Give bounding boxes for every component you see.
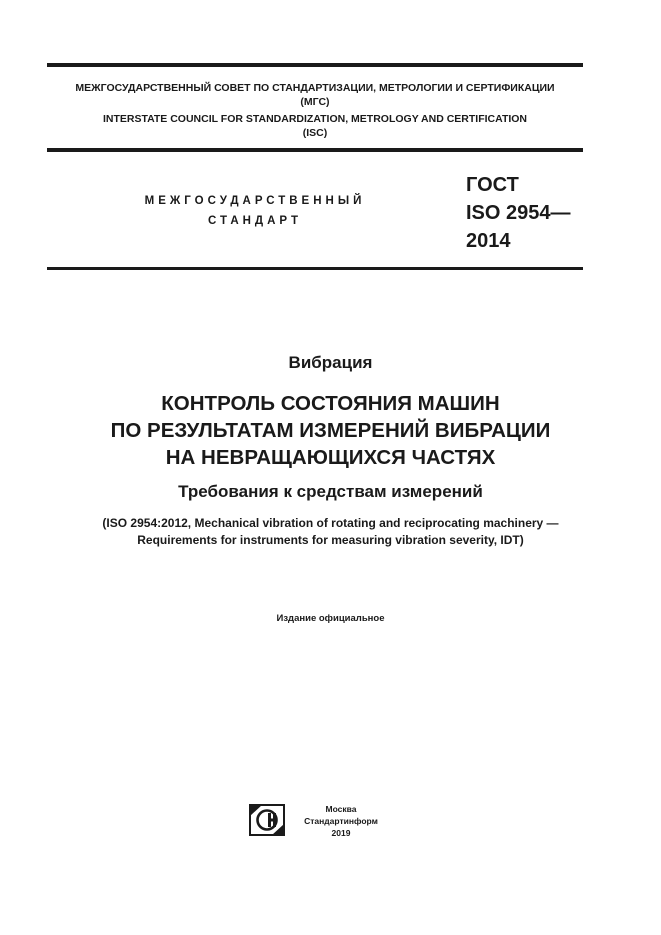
- subtitle: Требования к средствам измерений: [178, 482, 483, 501]
- publisher-imprint: [297, 803, 385, 839]
- designation-line1: ГОСТ: [466, 174, 519, 196]
- main-title-line3: НА НЕВРАЩАЮЩИХСЯ ЧАСТЯХ: [165, 446, 496, 469]
- publisher-name: Стандартинформ: [304, 816, 378, 826]
- main-title-line2: ПО РЕЗУЛЬТАТАМ ИЗМЕРЕНИЙ ВИБРАЦИИ: [110, 419, 551, 442]
- designation: [466, 171, 571, 255]
- council-en-name: INTERSTATE COUNCIL FOR STANDARDIZATION, METROLOGY AND CERTIFICATION: [102, 113, 528, 125]
- council-ru: [47, 81, 583, 109]
- iso-reference-line2: Requirements for instruments for measuring vibration severity, IDT): [137, 533, 524, 547]
- council-ru-abbr: (МГС): [300, 96, 330, 108]
- standard-type-line2: СТАНДАРТ: [208, 215, 302, 227]
- standartinform-logo-icon: [249, 804, 285, 836]
- council-ru-name: МЕЖГОСУДАРСТВЕННЫЙ СОВЕТ ПО СТАНДАРТИЗАЦИИ, МЕТРОЛОГИИ И СЕРТИФИКАЦИИ: [75, 82, 555, 94]
- top-rule: [47, 63, 583, 67]
- bottom-rule: [47, 267, 583, 270]
- designation-line2: ISO 2954—: [466, 202, 571, 224]
- council-en-abbr: (ISC): [302, 127, 328, 139]
- edition-label: Издание официальное: [276, 613, 385, 624]
- council-en: [47, 112, 583, 140]
- iso-reference-line1: (ISO 2954:2012, Mechanical vibration of rotating and reciprocating machinery —: [102, 516, 559, 530]
- main-title-line1: КОНТРОЛЬ СОСТОЯНИЯ МАШИН: [161, 392, 500, 415]
- publisher-city: Москва: [325, 804, 357, 814]
- iso-reference: [0, 515, 661, 549]
- standard-type: [90, 191, 420, 231]
- main-title: [0, 390, 661, 471]
- middle-rule: [47, 148, 583, 152]
- publisher-year: 2019: [331, 828, 351, 838]
- designation-line3: 2014: [466, 230, 511, 252]
- standard-type-line1: МЕЖГОСУДАРСТВЕННЫЙ: [144, 195, 366, 207]
- topic-title: Вибрация: [288, 353, 373, 372]
